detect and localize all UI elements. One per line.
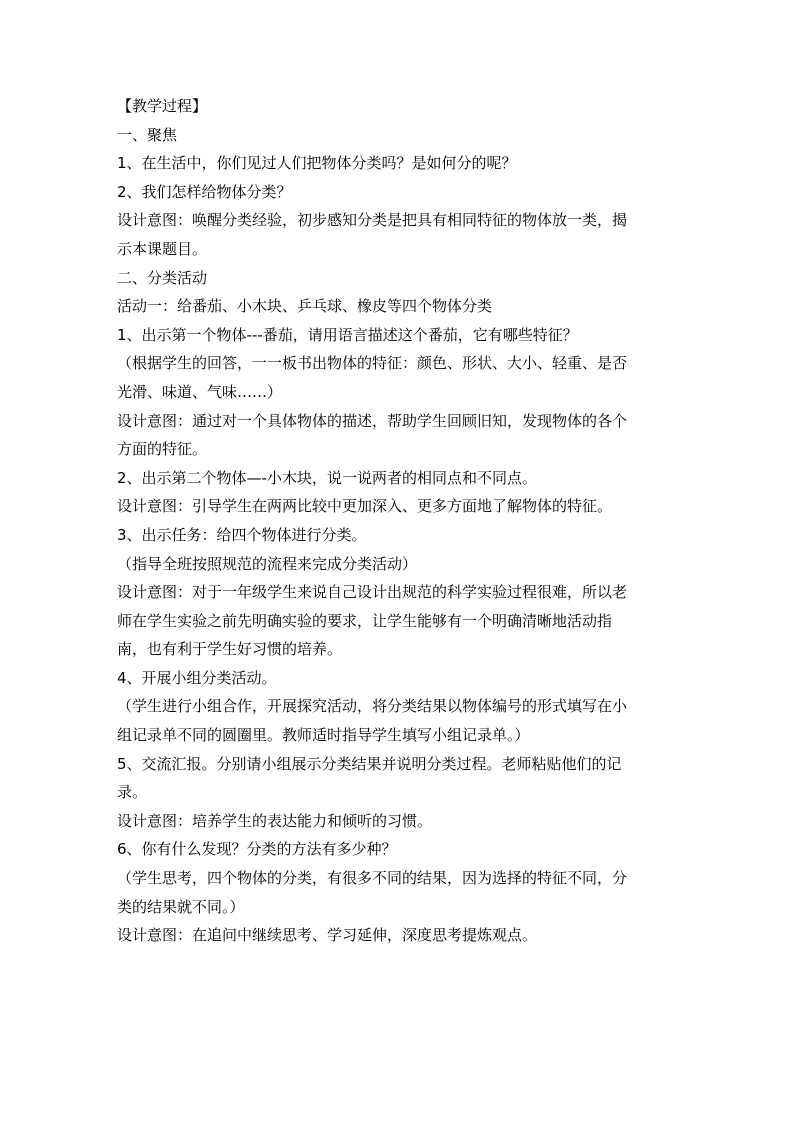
paragraph-line: 5、交流汇报。分别请小组展示分类结果并说明分类过程。老师粘贴他们的记 (117, 754, 622, 773)
paragraph-line: 4、开展小组分类活动。 (117, 668, 277, 687)
paragraph-line: 设计意图：引导学生在两两比较中更加深入、更多方面地了解物体的特征。 (117, 497, 613, 516)
subsection-heading: 二、分类活动 (117, 268, 208, 287)
paragraph-line: （学生进行小组合作，开展探究活动，将分类结果以物体编号的形式填写在小 (117, 697, 628, 716)
paragraph-line: 2、我们怎样给物体分类？ (117, 182, 292, 201)
paragraph-line: 类的结果就不同。） (117, 897, 245, 916)
paragraph-line: 组记录单不同的圆圈里。教师适时指导学生填写小组记录单。） (117, 726, 530, 745)
paragraph-line: 3、出示任务：给四个物体进行分类。 (117, 525, 367, 544)
paragraph-line: 设计意图：对于一年级学生来说自己设计出规范的科学实验过程很难，所以老 (117, 583, 628, 602)
paragraph-line: 设计意图：培养学生的表达能力和倾听的习惯。 (117, 811, 433, 830)
paragraph-line: （学生思考，四个物体的分类，有很多不同的结果，因为选择的特征不同，分 (117, 869, 628, 888)
subsection-heading: 一、聚焦 (117, 125, 178, 144)
paragraph-line: 1、在生活中，你们见过人们把物体分类吗？是如何分的呢？ (117, 154, 517, 173)
paragraph-line: 方面的特征。 (117, 440, 208, 459)
paragraph-line: 1、出示第一个物体---番茄，请用语言描述这个番茄，它有哪些特征？ (117, 325, 578, 344)
paragraph-line: 设计意图：通过对一个具体物体的描述，帮助学生回顾旧知，发现物体的各个 (117, 411, 628, 430)
document-body (117, 92, 677, 950)
paragraph-line: （指导全班按照规范的流程来完成分类活动） (117, 554, 418, 573)
paragraph-line: （根据学生的回答，一一板书出物体的特征：颜色、形状、大小、轻重、是否 (117, 354, 628, 373)
paragraph-line: 师在学生实验之前先明确实验的要求，让学生能够有一个明确清晰地活动指 (117, 611, 613, 630)
paragraph-line: 南，也有利于学生好习惯的培养。 (117, 640, 343, 659)
paragraph-line: 6、你有什么发现？分类的方法有多少种？ (117, 840, 397, 859)
paragraph-line: 设计意图：在追问中继续思考、学习延伸，深度思考提炼观点。 (117, 926, 538, 945)
paragraph-line: 光滑、味道、气味……） (117, 382, 283, 401)
paragraph-line: 录。 (117, 783, 148, 802)
paragraph-line: 2、出示第二个物体—-小木块，说一说两者的相同点和不同点。 (117, 468, 537, 487)
paragraph-line: 活动一：给番茄、小木块、乒乓球、橡皮等四个物体分类 (117, 297, 493, 316)
section-heading: 【教学过程】 (117, 97, 208, 115)
paragraph-line: 设计意图：唤醒分类经验，初步感知分类是把具有相同特征的物体放一类，揭 (117, 211, 628, 230)
paragraph-line: 示本课题目。 (117, 239, 208, 258)
